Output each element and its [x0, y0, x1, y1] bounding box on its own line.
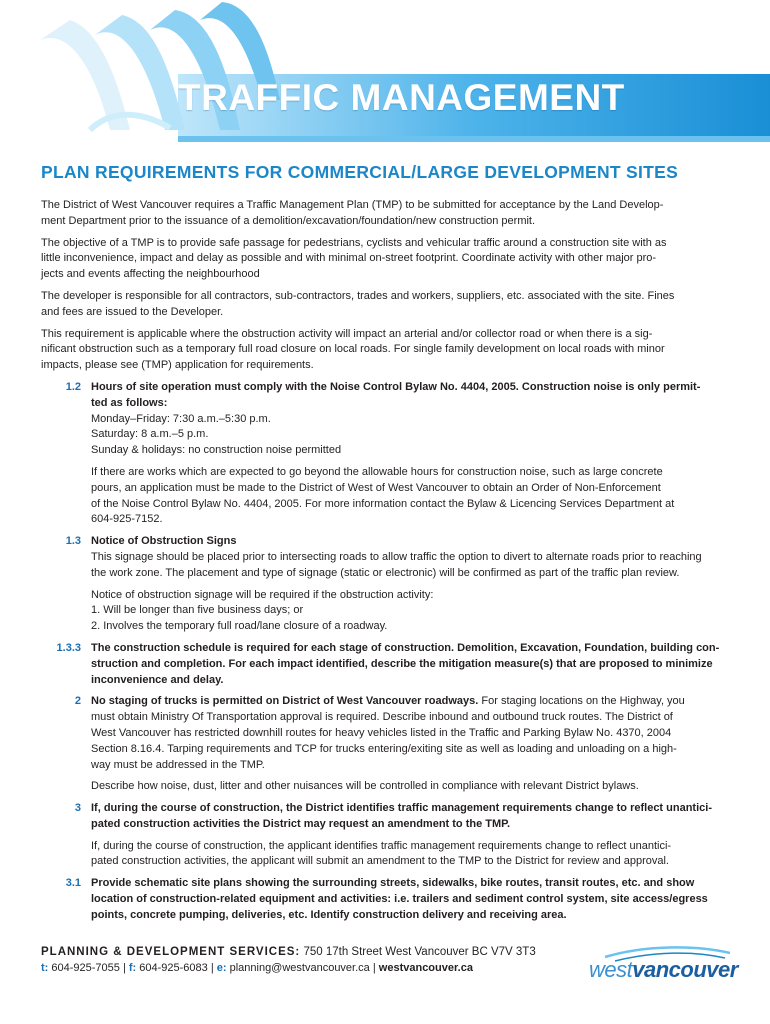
item-number: 2 [74, 695, 81, 708]
item-body-line: West Vancouver has restricted downhill routes for heavy vehicles listed in the Traffic and Parking Bylaw No. 4370, 2004 [91, 726, 672, 739]
item-heading: No staging of trucks is permitted on District of West Vancouver roadways. [91, 695, 479, 708]
item-list [91, 588, 721, 635]
item-number: 1.3.3 [56, 641, 81, 654]
logo-vancouver: vancouver [632, 957, 738, 982]
item-body-line: must obtain Ministry Of Transportation approval is required. Describe inbound and outbound truck routes. The District of [91, 711, 673, 724]
item-heading: ted as follows: [91, 396, 168, 409]
header-banner [0, 0, 770, 150]
item-heading: If, during the course of construction, the District identifies traffic management requirements change to reflect unantici- [91, 802, 712, 815]
schedule-line: Monday–Friday: 7:30 a.m.–5:30 p.m. [91, 412, 271, 425]
separator: | [369, 962, 379, 974]
item-heading: inconvenience and delay. [91, 673, 224, 686]
logo-wordmark [589, 957, 738, 983]
west-vancouver-logo [585, 945, 738, 985]
item-block [91, 694, 721, 773]
item-paragraph-line: If there are works which are expected to go beyond the allowable hours for construction noise, such as large concrete [91, 465, 663, 478]
item-body-line: way must be addressed in the TMP. [91, 758, 265, 771]
item-body-line: the work zone. The placement and type of signage (static or electronic) will be confirmed as part of the traffic plan review. [91, 566, 680, 579]
item-heading: The construction schedule is required for each stage of construction. Demolition, Excavation, Foundation, building con- [91, 641, 720, 654]
separator: | [119, 962, 129, 974]
item-heading: pated construction activities the District may request an amendment to the TMP. [91, 817, 511, 830]
intro-section [41, 198, 721, 374]
intro-paragraph: The developer is responsible for all contractors, sub-contractors, trades and workers, suppliers, etc. associated with the site. Fines and fees are issued to the Developer. [41, 289, 675, 318]
item-number: 3.1 [65, 877, 81, 890]
item-paragraph-line: of the Noise Control Bylaw No. 4404, 2005. For more information contact the Bylaw & Licencing Services Department at [91, 497, 675, 510]
footer-address: 750 17th Street West Vancouver BC V7V 3T3 [300, 946, 536, 958]
requirement-item [41, 694, 721, 795]
separator: | [207, 962, 217, 974]
item-block [91, 641, 721, 688]
item-heading: Provide schematic site plans showing the surrounding streets, sidewalks, bike routes, transit routes, etc. and show [91, 877, 695, 890]
fax-label: f: [128, 962, 137, 974]
item-heading: points, concrete pumping, deliveries, etc. Identify construction delivery and receiving area. [91, 908, 567, 921]
item-heading: location of construction-related equipment and activities: i.e. trailers and sediment control system, site access/egress [91, 893, 708, 906]
footer-department-label: PLANNING & DEVELOPMENT SERVICES: [41, 946, 301, 958]
item-block [91, 876, 721, 923]
item-block [91, 801, 721, 833]
banner-title: TRAFFIC MANAGEMENT [178, 77, 625, 118]
item-block [91, 380, 721, 459]
banner-graphic [0, 0, 770, 150]
item-paragraph-line: 604-925-7152. [91, 513, 163, 526]
item-number: 3 [74, 802, 81, 815]
item-paragraph [91, 779, 721, 795]
item-block [91, 534, 721, 581]
schedule-line: Sunday & holidays: no construction noise permitted [91, 444, 342, 457]
intro-paragraph: The District of West Vancouver requires a Traffic Management Plan (TMP) to be submitted for acceptance by the Land Develop- ment Department prior to the issuance of a demolition/excavation/foundation/new construction permit. [41, 199, 664, 227]
email-label: e: [216, 962, 227, 974]
item-body-line: This signage should be placed prior to intersecting roads to allow traffic the option to divert to alternate roads prior to reaching [91, 550, 702, 563]
item-list-line: Notice of obstruction signage will be required if the obstruction activity: [91, 588, 434, 601]
intro-paragraph: The objective of a TMP is to provide safe passage for pedestrians, cyclists and vehicular traffic around a construction site with as little inconvenience, impact and delay as possible and with minimal on-street footprint. Coordinate activity with other major pro- jects and events affecting the neighbourhood [41, 236, 667, 281]
phone-label: t: [41, 962, 49, 974]
phone-number: 604-925-7055 [48, 962, 120, 974]
item-body-line: Section 8.16.4. Tarping requirements and TCP for trucks entering/exiting site as well as loading and unloading on a high- [91, 742, 677, 755]
website-link[interactable]: westvancouver.ca [378, 962, 473, 974]
item-paragraph-line: pours, an application must be made to the District of West of West Vancouver to obtain an Order of Non-Enforcement [91, 481, 661, 494]
item-list-line: 1. Will be longer than five business days; or [91, 604, 304, 617]
fax-number: 604-925-6083 [136, 962, 208, 974]
requirement-item [41, 534, 721, 635]
requirement-item [41, 641, 721, 688]
page-subtitle: PLAN REQUIREMENTS FOR COMMERCIAL/LARGE DEVELOPMENT SITES [41, 162, 679, 182]
requirements-list [41, 380, 721, 924]
intro-paragraph: This requirement is applicable where the obstruction activity will impact an arterial and/or collector road or when there is a sig- nificant obstruction such as a temporary full road closure on local roads. For single family development on local roads with minor impacts, please see (TMP) application for requirements. [41, 327, 665, 372]
item-paragraph-line: pated construction activities, the applicant will submit an amendment to the TMP to the District for review and approval. [91, 855, 669, 868]
item-number: 1.3 [65, 535, 81, 548]
document-body [41, 198, 721, 930]
email-link[interactable]: planning@westvancouver.ca [226, 962, 370, 974]
item-paragraph [91, 465, 721, 528]
item-paragraph [91, 839, 721, 871]
schedule-line: Saturday: 8 a.m.–5 p.m. [91, 428, 209, 441]
item-heading: Hours of site operation must comply with the Noise Control Bylaw No. 4404, 2005. Construction noise is only permit- [91, 380, 701, 393]
item-line: No staging of trucks is permitted on District of West Vancouver roadways. For staging locations on the Highway, you [91, 695, 685, 708]
requirement-item [41, 876, 721, 923]
requirement-item [41, 801, 721, 870]
item-number: 1.2 [65, 380, 81, 393]
item-paragraph-line: Describe how noise, dust, litter and other nuisances will be controlled in compliance with relevant District bylaws. [91, 780, 639, 793]
item-paragraph-line: If, during the course of construction, the applicant identifies traffic management requirements change to reflect unantici- [91, 839, 672, 852]
item-heading: Notice of Obstruction Signs [91, 535, 237, 548]
item-heading: struction and completion. For each impact identified, describe the mitigation measure(s) that are proposed to minimize [91, 657, 713, 670]
requirement-item [41, 380, 721, 528]
logo-west: west [589, 957, 633, 982]
item-list-line: 2. Involves the temporary full road/lane closure of a roadway. [91, 620, 388, 633]
